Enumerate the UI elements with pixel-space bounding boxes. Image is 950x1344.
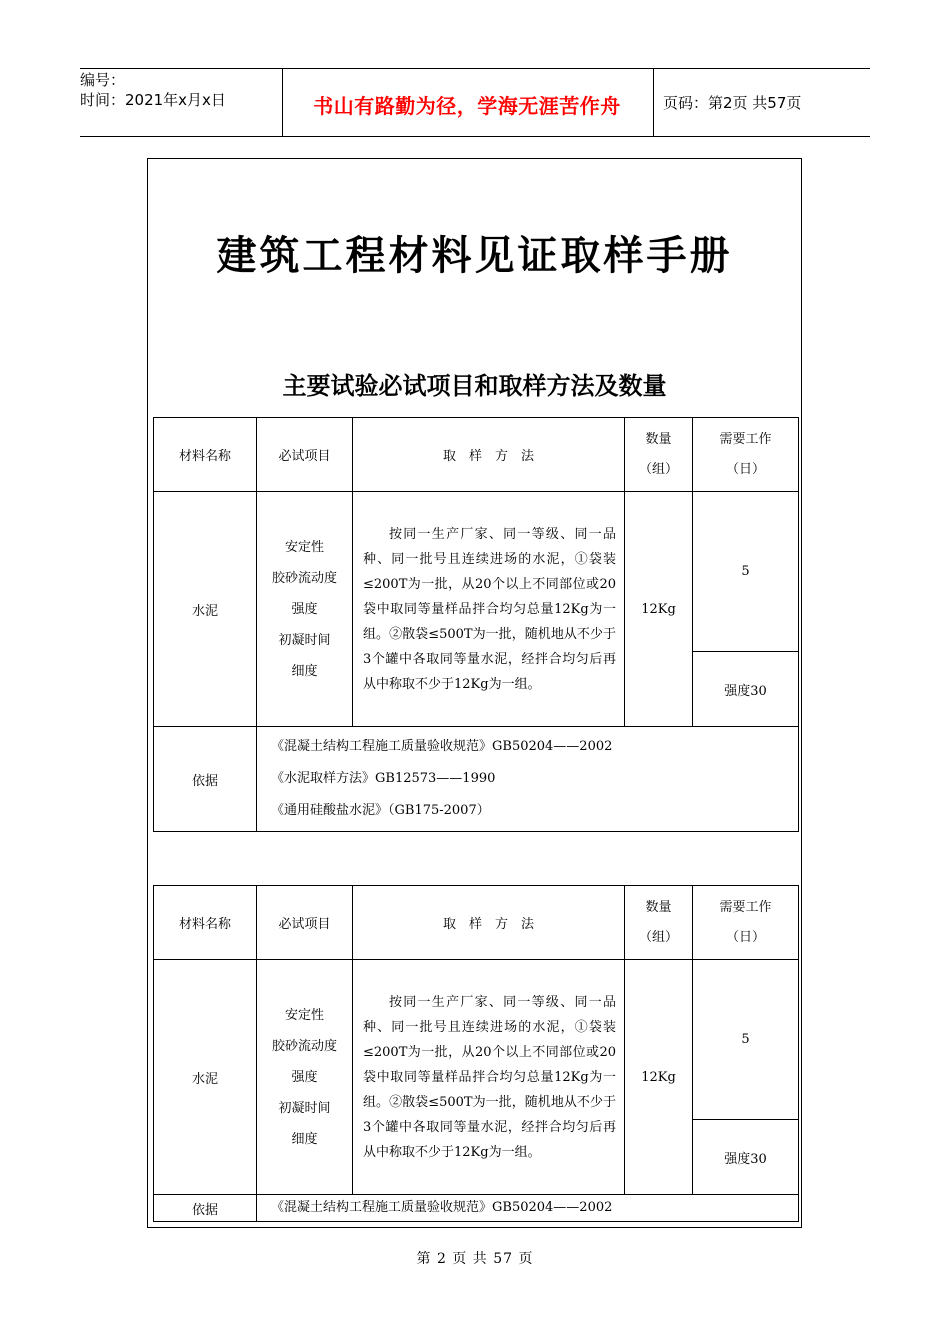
col-method-header: 取 样 方 法 xyxy=(353,886,625,960)
header-motto: 书山有路勤为径，学海无涯苦作舟 xyxy=(313,94,621,118)
header-top-rule xyxy=(80,68,870,69)
col-quantity-header xyxy=(625,886,693,960)
tests-cell xyxy=(257,960,353,1195)
material-cell: 水泥 xyxy=(154,492,257,727)
test-item: 初凝时间 xyxy=(278,1100,331,1116)
test-item: 安定性 xyxy=(284,539,324,555)
method-cell xyxy=(353,960,625,1195)
col-quantity-header xyxy=(625,418,693,492)
header-page-info: 页码：第2页 共57页 xyxy=(663,94,802,112)
test-item: 胶砂流动度 xyxy=(271,570,337,586)
col-material-header: 材料名称 xyxy=(154,418,257,492)
days-strength-cell: 强度30 xyxy=(693,652,799,727)
test-item: 安定性 xyxy=(284,1007,324,1023)
method-text: 按同一生产厂家、同一等级、同一品种、同一批号且连续进场的水泥，①袋装≤200T为一批，从20个以上不同部位或20袋中取同等量样品拌合均匀总量12Kg为一组。②散袋≤500T为一批，随机地从不少于3个罐中各取同等量水泥，经拌合均匀后再从中称取不少于12Kg为一组。 xyxy=(363,526,616,692)
col-method-header: 取 样 方 法 xyxy=(353,418,625,492)
document-title: 建筑工程材料见证取样手册 xyxy=(216,233,733,279)
basis-item: 《通用硅酸盐水泥》（GB175-2007） xyxy=(271,803,490,818)
quantity-header-unit: （组） xyxy=(638,461,678,477)
spec-table-2 xyxy=(153,885,799,1222)
basis-item: 《混凝土结构工程施工质量验收规范》GB50204——2002 xyxy=(271,739,613,754)
basis-row xyxy=(154,727,799,832)
quantity-header-label: 数量 xyxy=(645,431,672,447)
serial-label: 编号： xyxy=(80,71,126,89)
basis-item: 《水泥取样方法》GB12573——1990 xyxy=(271,771,496,786)
basis-label: 依据 xyxy=(154,727,257,832)
basis-label: 依据 xyxy=(154,1195,257,1222)
days-header-label: 需要工作 xyxy=(719,431,772,447)
quantity-header-label: 数量 xyxy=(645,899,672,915)
table-header-row xyxy=(154,418,799,492)
basis-cell xyxy=(257,1195,799,1222)
test-item: 强度 xyxy=(291,1069,318,1085)
days-header-label: 需要工作 xyxy=(719,899,772,915)
header-divider-right xyxy=(653,69,654,136)
days-header-unit: （日） xyxy=(725,929,765,945)
method-cell xyxy=(353,492,625,727)
basis-row xyxy=(154,1195,799,1222)
quantity-cell: 12Kg xyxy=(625,960,693,1195)
tests-cell xyxy=(257,492,353,727)
test-item: 细度 xyxy=(291,663,318,679)
document-subtitle: 主要试验必试项目和取样方法及数量 xyxy=(282,372,667,400)
col-tests-header: 必试项目 xyxy=(257,418,353,492)
header-bottom-rule xyxy=(80,136,870,137)
days-header-unit: （日） xyxy=(725,461,765,477)
col-days-header xyxy=(693,418,799,492)
header-meta xyxy=(80,70,280,136)
col-tests-header: 必试项目 xyxy=(257,886,353,960)
col-material-header: 材料名称 xyxy=(154,886,257,960)
quantity-cell: 12Kg xyxy=(625,492,693,727)
spec-table-1 xyxy=(153,417,799,832)
table-row xyxy=(154,492,799,652)
basis-cell xyxy=(257,727,799,832)
table-row xyxy=(154,960,799,1120)
table-header-row xyxy=(154,886,799,960)
time-label: 时间：2021年x月x日 xyxy=(80,91,226,109)
test-item: 初凝时间 xyxy=(278,632,331,648)
days-cell: 5 xyxy=(693,492,799,652)
quantity-header-unit: （组） xyxy=(638,929,678,945)
test-item: 胶砂流动度 xyxy=(271,1038,337,1054)
test-item: 强度 xyxy=(291,601,318,617)
days-cell: 5 xyxy=(693,960,799,1120)
col-days-header xyxy=(693,886,799,960)
test-item: 细度 xyxy=(291,1131,318,1147)
method-text: 按同一生产厂家、同一等级、同一品种、同一批号且连续进场的水泥，①袋装≤200T为一批，从20个以上不同部位或20袋中取同等量样品拌合均匀总量12Kg为一组。②散袋≤500T为一批，随机地从不少于3个罐中各取同等量水泥，经拌合均匀后再从中称取不少于12Kg为一组。 xyxy=(363,994,616,1160)
material-cell: 水泥 xyxy=(154,960,257,1195)
days-strength-cell: 强度30 xyxy=(693,1120,799,1195)
page-footer: 第 2 页 共 57 页 xyxy=(416,1251,534,1267)
basis-item: 《混凝土结构工程施工质量验收规范》GB50204——2002 xyxy=(271,1200,613,1215)
